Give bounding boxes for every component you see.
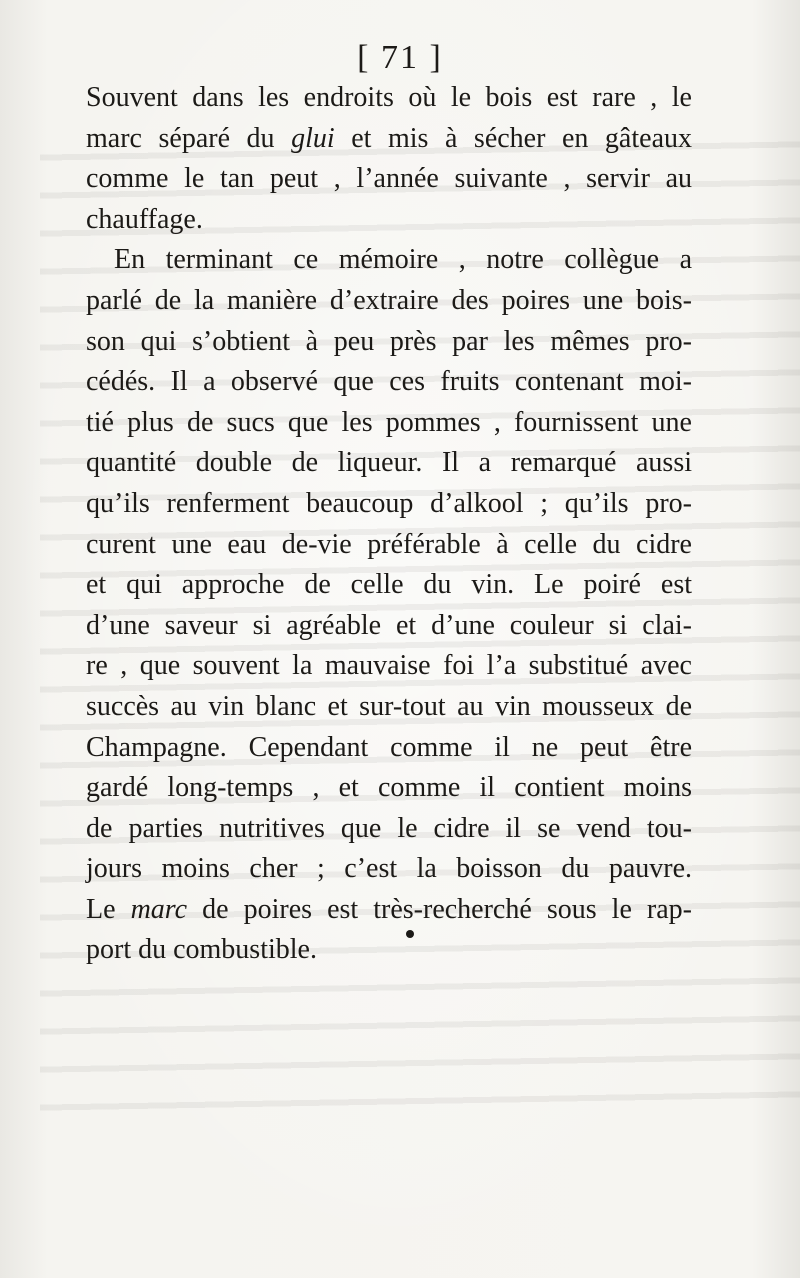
line-text: chauffage. — [86, 203, 203, 235]
text-line — [86, 281, 692, 322]
paragraph-start-line — [86, 240, 692, 281]
text-line — [86, 443, 692, 484]
italic-term: glui — [291, 122, 335, 154]
line-text: re , que souvent la mauvaise foi l’a substitué avec — [86, 650, 692, 682]
line-text: parlé de la manière d’extraire des poires une bois- — [86, 284, 692, 316]
line-text: qu’ils renferment beaucoup d’alkool ; qu’ils pro- — [86, 487, 692, 519]
line-text: Souvent dans les endroits où le bois est rare , le — [86, 82, 692, 113]
line-text: Le — [86, 893, 116, 925]
italic-term: marc — [130, 893, 188, 925]
text-line — [86, 687, 692, 728]
text-line — [86, 403, 692, 444]
line-text: Champagne. Cependant comme il ne peut être — [86, 731, 692, 763]
line-text: et mis à sécher en gâteaux — [351, 122, 692, 154]
text-line — [86, 565, 692, 606]
text-line — [86, 646, 692, 687]
text-line — [86, 809, 692, 850]
text-line — [86, 362, 692, 403]
text-line — [86, 78, 692, 119]
end-mark — [406, 930, 414, 938]
text-line — [86, 322, 692, 363]
line-text: gardé long-temps , et comme il contient moins — [86, 772, 692, 804]
body-text — [86, 78, 692, 971]
line-text: tié plus de sucs que les pommes , fournissent une — [86, 406, 692, 438]
text-line — [86, 119, 692, 160]
text-line — [86, 159, 692, 200]
text-line — [86, 930, 692, 971]
page-number: [ 71 ] — [357, 39, 443, 76]
text-line — [86, 525, 692, 566]
line-text: de poires est très-recherché sous le rap- — [202, 893, 692, 925]
line-text: quantité double de liqueur. Il a remarqué aussi — [86, 447, 692, 479]
line-text: En terminant ce mémoire , notre collègue a — [114, 244, 692, 276]
line-text: de parties nutritives que le cidre il se vend tou- — [86, 812, 692, 844]
line-text: et qui approche de celle du vin. Le poiré est — [86, 569, 692, 601]
line-text: marc séparé du — [86, 122, 275, 154]
line-text: comme le tan peut , l’année suivante , servir au — [86, 163, 692, 195]
text-line — [86, 606, 692, 647]
text-line — [86, 728, 692, 769]
text-line — [86, 200, 692, 241]
text-line — [86, 768, 692, 809]
line-text: d’une saveur si agréable et d’une couleur si clai- — [86, 609, 692, 641]
line-text: son qui s’obtient à peu près par les mêmes pro- — [86, 325, 692, 357]
text-line — [86, 484, 692, 525]
text-line — [86, 890, 692, 931]
line-text: succès au vin blanc et sur-tout au vin mousseux de — [86, 690, 692, 722]
line-text: jours moins cher ; c’est la boisson du pauvre. — [86, 853, 692, 885]
line-text: cédés. Il a observé que ces fruits contenant moi- — [86, 366, 692, 398]
line-text: curent une eau de-vie préférable à celle du cidre — [86, 528, 692, 560]
line-text: port du combustible. — [86, 934, 317, 966]
text-line — [86, 849, 692, 890]
